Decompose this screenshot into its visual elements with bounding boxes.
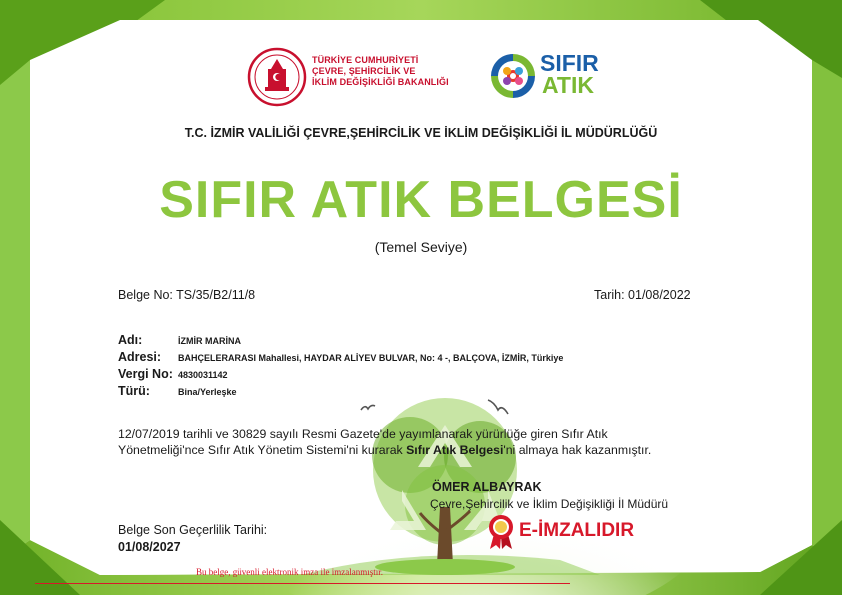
signer-title: Çevre,Şehircilik ve İklim Değişikliği İl Müdürü xyxy=(430,497,669,511)
sifir-logo-line-1: SIFIR xyxy=(540,50,599,76)
footer-divider xyxy=(35,583,570,584)
certificate-statement xyxy=(118,426,651,458)
tax-number-value: 4830031142 xyxy=(178,370,228,380)
ministry-emblem-icon xyxy=(247,47,307,107)
e-signature-badge: E-İMZALIDIR xyxy=(519,520,635,541)
name-label: Adı: xyxy=(118,333,143,347)
certificate-level: (Temel Seviye) xyxy=(374,239,468,255)
type-label: Türü: xyxy=(118,384,150,398)
certificate-date: Tarih: 01/08/2022 xyxy=(594,288,691,302)
footer-note: Bu belge, güvenli elektronik imza ile imzalanmıştır. xyxy=(196,567,383,577)
ministry-name xyxy=(312,55,449,88)
statement-certificate-name: Sıfır Atık Belgesi xyxy=(406,443,504,457)
directorate-heading: T.C. İZMİR VALİLİĞİ ÇEVRE,ŞEHİRCİLİK VE İKLİM DEĞİŞİKLİĞİ İL MÜDÜRLÜĞÜ xyxy=(184,126,658,140)
tax-number-label: Vergi No: xyxy=(118,367,173,381)
statement-line-2-post: 'ni almaya hak kazanmıştır. xyxy=(503,443,652,457)
name-value: İZMİR MARİNA xyxy=(178,336,241,346)
certificate-number: Belge No: TS/35/B2/11/8 xyxy=(118,288,256,302)
validity-label: Belge Son Geçerlilik Tarihi: xyxy=(118,523,268,537)
address-value: BAHÇELERARASI Mahallesi, HAYDAR ALİYEV BULVAR, No: 4 -, BALÇOVA, İZMİR, Türkiye xyxy=(178,353,564,363)
sifir-atik-logo-icon xyxy=(488,51,538,101)
bird-icon xyxy=(486,396,510,416)
certificate-title: SIFIR ATIK BELGESİ xyxy=(159,171,683,229)
statement-line-2-pre: Yönetmeliği'nce Sıfır Atık Yönetim Sistemi'ni kurarak xyxy=(118,443,407,457)
ministry-line-2: ÇEVRE, ŞEHİRCİLİK VE xyxy=(312,66,416,76)
statement-line-2 xyxy=(118,442,651,458)
address-label: Adresi: xyxy=(118,350,162,364)
bird-icon xyxy=(360,402,376,414)
rosette-icon xyxy=(486,514,516,550)
validity-date: 01/08/2027 xyxy=(118,540,181,554)
sifir-atik-logo-text xyxy=(540,52,599,96)
sifir-logo-line-2: ATIK xyxy=(542,72,594,98)
statement-line-1: 12/07/2019 tarihli ve 30829 sayılı Resmi Gazete'de yayımlanarak yürürlüğe giren Sıfır Atık xyxy=(118,427,608,441)
type-value: Bina/Yerleşke xyxy=(178,387,237,397)
signer-name: ÖMER ALBAYRAK xyxy=(432,480,542,494)
ministry-line-3: İKLİM DEĞİŞİKLİĞİ BAKANLIĞI xyxy=(312,77,449,87)
ministry-line-1: TÜRKİYE CUMHURİYETİ xyxy=(312,55,419,65)
